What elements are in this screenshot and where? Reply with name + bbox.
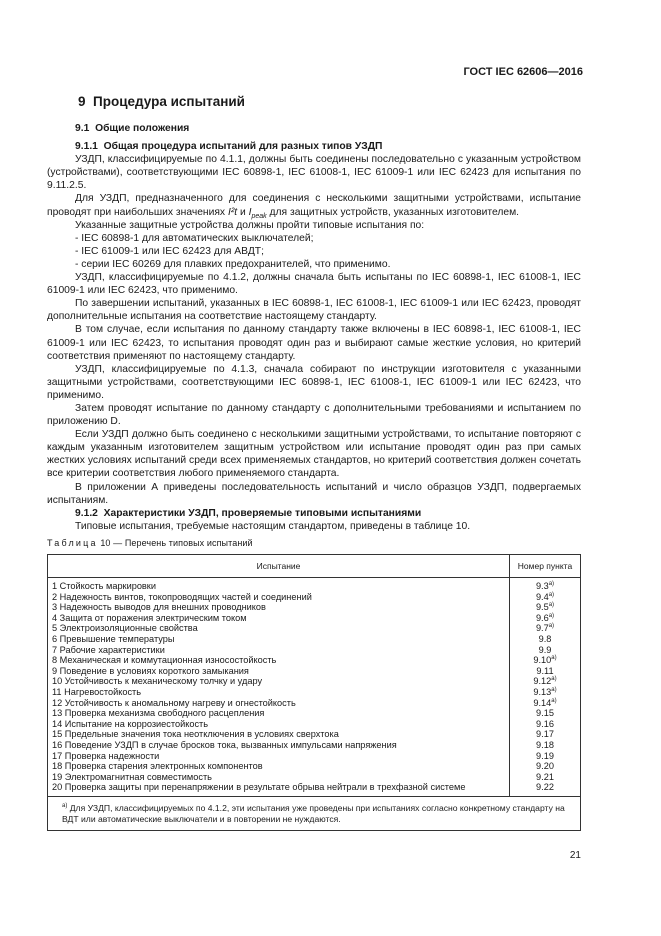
section-title-text: Процедура испытаний <box>93 94 245 109</box>
footnote-mark: а) <box>62 802 68 809</box>
clause-number: 9.5 <box>535 602 549 613</box>
clause-number-cell <box>510 708 581 719</box>
clause-number: 9.14 <box>533 697 552 708</box>
table-row <box>48 698 581 709</box>
paragraph: УЗДП, классифицируемые по 4.1.1, должны быть соединены последовательно с указанным устройством (устройствами), соответствующими IEC 60898-1, IEC 61008-1, IEC 61009-1 или IEC 62423 для испытания по 9.11.2.5. <box>47 154 581 192</box>
subsection-9-1-1-heading <box>47 140 581 153</box>
clause-number: 9.7 <box>535 623 549 634</box>
test-name-cell: 9 Поведение в условиях короткого замыкания <box>48 666 510 677</box>
clause-number-cell <box>510 613 581 624</box>
clause-number-cell <box>510 602 581 613</box>
test-name-cell: 14 Испытание на коррозиестойкость <box>48 719 510 730</box>
table-caption-label: Таблица <box>47 538 98 548</box>
footnote-ref: а) <box>548 591 555 598</box>
paragraph: УЗДП, классифицируемые по 4.1.3, сначала собирают по инструкции изготовителя с указанными защитными устройствами, соответствующими IEC 60898-1, IEC 61008-1, IEC 61009-1 или IEC 62423, что применимо. <box>47 363 581 401</box>
table-row <box>48 708 581 719</box>
clause-number: 9.18 <box>536 739 554 750</box>
table-row <box>48 676 581 687</box>
test-name-cell: 6 Превышение температуры <box>48 634 510 645</box>
subsection-number: 9.1 <box>75 123 90 134</box>
subsection-number: 9.1.1 <box>75 141 98 153</box>
clause-number-cell <box>510 687 581 698</box>
clause-number-cell <box>510 666 581 677</box>
table-caption <box>47 538 253 548</box>
table-row <box>48 634 581 645</box>
subsection-number: 9.1.2 <box>75 507 98 519</box>
clause-number-cell <box>510 578 581 592</box>
table-row <box>48 740 581 751</box>
table-row <box>48 666 581 677</box>
clause-number-cell <box>510 782 581 796</box>
table-row <box>48 645 581 656</box>
clause-number: 9.9 <box>538 644 552 655</box>
clause-number-cell <box>510 740 581 751</box>
table-row <box>48 592 581 603</box>
table-caption-text: 10 — Перечень типовых испытаний <box>100 538 253 548</box>
section-number: 9 <box>78 94 86 109</box>
clause-number: 9.10 <box>533 655 552 666</box>
list-item: - серии IEC 60269 для плавких предохранителей, что применимо. <box>75 258 391 270</box>
clause-number-cell <box>510 772 581 783</box>
table-row <box>48 687 581 698</box>
subsection-title: Общие положения <box>95 123 190 134</box>
footnote-ref: а) <box>548 612 555 619</box>
test-name-cell: 5 Электроизоляционные свойства <box>48 623 510 634</box>
test-name-cell: 4 Защита от поражения электрическим током <box>48 613 510 624</box>
table-row <box>48 729 581 740</box>
footnote-ref: а) <box>551 676 557 683</box>
clause-number-cell <box>510 729 581 740</box>
document-body <box>47 122 581 533</box>
subsection-9-1-heading <box>47 122 581 135</box>
table-row <box>48 772 581 783</box>
clause-number: 9.4 <box>535 591 549 602</box>
clause-number: 9.22 <box>536 782 554 793</box>
clause-number: 9.11 <box>536 665 554 676</box>
clause-number-cell <box>510 655 581 666</box>
footnote-text: Для УЗДП, классифицируемых по 4.1.2, эти испытания уже проведены при испытаниях согласно конкретному стандарту на ВДТ или автоматические выключатели и в повторении не нуждаются. <box>62 802 565 825</box>
table-row <box>48 578 581 592</box>
clause-number: 9.19 <box>536 750 554 761</box>
paragraph: По завершении испытаний, указанных в IEC 60898-1, IEC 61008-1, IEC 61009-1 или IEC 62423, проводят дополнительные испытания на соответствие настоящему стандарту. <box>47 298 581 323</box>
clause-number: 9.16 <box>536 718 554 729</box>
table-row <box>48 761 581 772</box>
column-header-clause: Номер пункта <box>510 555 581 578</box>
test-name-cell: 11 Нагревостойкость <box>48 687 510 698</box>
test-name-cell: 18 Проверка старения электронных компонентов <box>48 761 510 772</box>
test-name-cell: 1 Стойкость маркировки <box>48 578 510 592</box>
test-name-cell: 8 Механическая и коммутационная износостойкость <box>48 655 510 666</box>
test-name-cell: 10 Устойчивость к механическому толчку и удару <box>48 676 510 687</box>
clause-number-cell <box>510 761 581 772</box>
paragraph: Затем проводят испытание по данному стандарту с дополнительными требованиями и испытанием по приложению D. <box>47 402 581 428</box>
test-name-cell: 17 Проверка надежности <box>48 751 510 762</box>
test-name-cell: 12 Устойчивость к аномальному нагреву и огнестойкость <box>48 698 510 709</box>
clause-number: 9.3 <box>535 581 549 591</box>
list-item: - IEC 61009-1 или IEC 62423 для АВДТ; <box>75 245 264 257</box>
list-item: - IEC 60898-1 для автоматических выключателей; <box>75 232 314 244</box>
clause-number: 9.20 <box>536 761 554 772</box>
footnote-ref: а) <box>548 580 555 587</box>
footnote-ref: а) <box>551 655 557 662</box>
footnote-ref: а) <box>551 686 557 693</box>
clause-number-cell <box>510 634 581 645</box>
table-body <box>48 578 581 797</box>
clause-number-cell <box>510 698 581 709</box>
footnote-ref: а) <box>551 697 557 704</box>
test-name-cell: 7 Рабочие характеристики <box>48 645 510 656</box>
paragraph: УЗДП, классифицируемые по 4.1.2, должны сначала быть испытаны по IEC 60898-1, IEC 61008-1, IEC 61009-1 или IEC 62423, что применимо. <box>47 272 581 297</box>
table-row <box>48 719 581 730</box>
clause-number-cell <box>510 676 581 687</box>
clause-number: 9.8 <box>538 633 552 644</box>
paragraph: Если УЗДП должно быть соединено с несколькими защитными устройствами, то испытание повторяют с каждым указанным изготовителем защитным устройством или испытание проводят один раз при самых жестких условиях испытаний среди всех применяемых стандартов, но критерий соответствия должен сочетать все критерии соответствия любого применяемого стандарта. <box>47 429 581 480</box>
formula-ipeak: $I_{peak}$ <box>248 206 267 220</box>
paragraph-text: Для УЗДП, предназначенного для соединения с несколькими защитными устройствами, испытание проводят при наибольших значениях <box>47 193 581 218</box>
clause-number-cell <box>510 751 581 762</box>
clause-number: 9.21 <box>536 771 554 782</box>
table-footnote <box>48 796 581 830</box>
clause-number-cell <box>510 592 581 603</box>
paragraph-text: для защитных устройств, указанных изготовителем. <box>266 206 520 218</box>
clause-number-cell <box>510 719 581 730</box>
table-row <box>48 623 581 634</box>
test-name-cell: 20 Проверка защиты при перенапряжении в результате обрыва нейтрали в трехфазной системе <box>48 782 510 796</box>
type-tests-table <box>47 554 581 831</box>
test-name-cell: 15 Предельные значения тока неотключения в условиях сверхтока <box>48 729 510 740</box>
standard-header: ГОСТ IEC 62606—2016 <box>463 66 583 78</box>
subsection-title: Характеристики УЗДП, проверяемые типовыми испытаниями <box>103 507 422 519</box>
table-row <box>48 782 581 796</box>
clause-number: 9.13 <box>533 686 552 697</box>
paragraph <box>47 192 581 218</box>
clause-number-cell <box>510 645 581 656</box>
test-name-cell: 2 Надежность винтов, токопроводящих частей и соединений <box>48 592 510 603</box>
formula-i2t: I²t <box>227 206 238 218</box>
footnote-ref: а) <box>548 623 555 630</box>
table-row <box>48 751 581 762</box>
conjunction: и <box>237 206 249 218</box>
paragraph: Типовые испытания, требуемые настоящим стандартом, приведены в таблице 10. <box>75 520 471 532</box>
clause-number: 9.12 <box>533 676 552 687</box>
test-name-cell: 3 Надежность выводов для внешних проводников <box>48 602 510 613</box>
paragraph: В том случае, если испытания по данному стандарту также включены в IEC 60898-1, IEC 61008-1, IEC 61009-1 или IEC 62423, то испытания проводят один раз и выбирают самые жесткие условия, но критерий соответствия применяют по настоящему стандарту. <box>47 324 581 362</box>
page-number: 21 <box>569 850 581 861</box>
table-row <box>48 613 581 624</box>
clause-number: 9.15 <box>536 708 554 719</box>
table-row <box>48 655 581 666</box>
table-row <box>48 602 581 613</box>
test-name-cell: 19 Электромагнитная совместимость <box>48 772 510 783</box>
clause-number-cell <box>510 623 581 634</box>
subsection-title: Общая процедура испытаний для разных типов УЗДП <box>103 141 383 153</box>
test-name-cell: 16 Поведение УЗДП в случае бросков тока, вызванных импульсами напряжения <box>48 740 510 751</box>
clause-number: 9.17 <box>536 729 554 740</box>
section-heading <box>78 94 245 109</box>
column-header-test: Испытание <box>48 555 510 578</box>
subsection-9-1-2-heading <box>47 507 581 520</box>
footnote-ref: а) <box>548 602 555 609</box>
paragraph: Указанные защитные устройства должны пройти типовые испытания по: <box>75 219 425 231</box>
paragraph: В приложении А приведены последовательность испытаний и число образцов УЗДП, подвергаемых испытаниям. <box>47 481 581 506</box>
test-name-cell: 13 Проверка механизма свободного расцепления <box>48 708 510 719</box>
clause-number: 9.6 <box>535 612 549 623</box>
